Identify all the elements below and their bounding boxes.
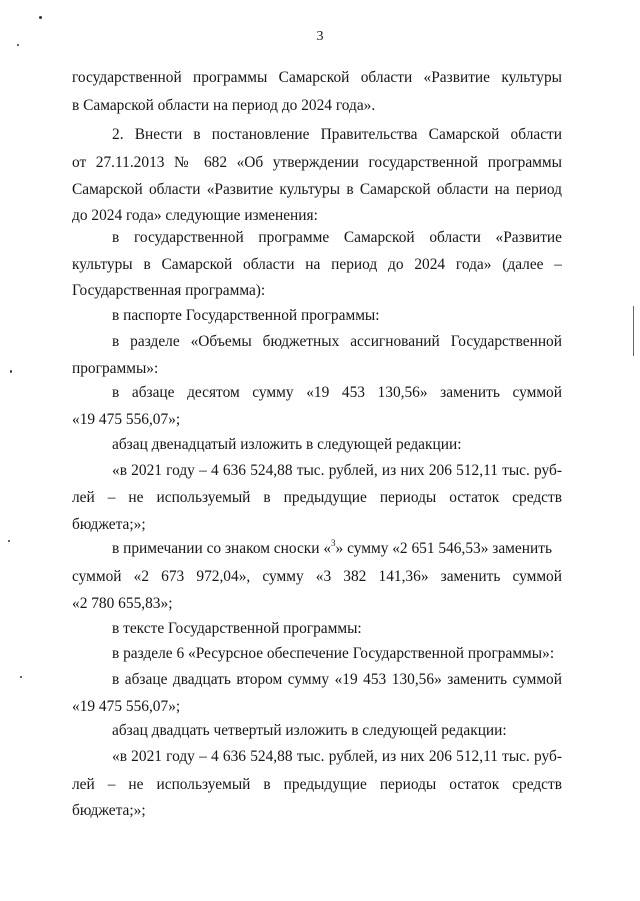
- text-line: лей – не используемый в предыдущие периоды остаток средств: [72, 489, 562, 506]
- text-fragment: в примечании со знаком сноски «: [112, 540, 332, 557]
- page-number: 3: [316, 29, 324, 44]
- text-line: в паспорте Государственной программы:: [112, 307, 380, 324]
- text-line: лей – не используемый в предыдущие периоды остаток средств: [72, 776, 562, 793]
- text-line: Государственная программа):: [72, 282, 266, 299]
- scan-speck: [17, 44, 19, 46]
- text-line: в государственной программе Самарской области «Развитие: [112, 229, 562, 246]
- text-line: «в 2021 году – 4 636 524,88 тыс. рублей, из них 206 512,11 тыс. руб-: [112, 462, 562, 479]
- text-line: в разделе «Объемы бюджетных ассигнований Государственной: [112, 333, 562, 350]
- text-line: государственной программы Самарской области «Развитие культуры: [72, 69, 562, 86]
- text-line: суммой «2 673 972,04», сумму «3 382 141,36» заменить суммой: [72, 568, 562, 585]
- text-line: в тексте Государственной программы:: [112, 620, 362, 637]
- text-line: Самарской области «Развитие культуры в Самарской области на период: [72, 181, 562, 198]
- text-line: «19 475 556,07»;: [72, 698, 181, 715]
- scan-speck: [39, 16, 42, 19]
- text-line: до 2024 года» следующие изменения:: [72, 207, 318, 224]
- text-line: в Самарской области на период до 2024 года».: [72, 97, 376, 114]
- scan-speck: [10, 370, 12, 373]
- text-line: в разделе 6 «Ресурсное обеспечение Государственной программы»:: [112, 645, 555, 662]
- scan-speck: [8, 540, 10, 542]
- scan-edge-mark: [633, 306, 634, 356]
- text-line: в абзаце двадцать втором сумму «19 453 130,56» заменить суммой: [112, 671, 562, 688]
- text-line: «в 2021 году – 4 636 524,88 тыс. рублей, из них 206 512,11 тыс. руб-: [112, 748, 562, 765]
- text-line: абзац двенадцатый изложить в следующей редакции:: [112, 436, 462, 453]
- footnote-mark: 3: [331, 537, 336, 548]
- scan-speck: [20, 676, 22, 678]
- text-line: в абзаце десятом сумму «19 453 130,56» заменить суммой: [112, 384, 562, 401]
- text-line: бюджета;»;: [72, 802, 146, 819]
- text-line: «19 475 556,07»;: [72, 411, 181, 428]
- text-line: 2. Внести в постановление Правительства Самарской области: [112, 126, 562, 143]
- text-fragment: » сумму «2 651 546,53» заменить: [335, 540, 552, 557]
- text-line: от 27.11.2013 № 682 «Об утверждении государственной программы: [72, 154, 562, 171]
- text-line: «2 780 655,83»;: [72, 595, 173, 612]
- text-line: программы»:: [72, 360, 159, 377]
- text-line: культуры в Самарской области на период до 2024 года» (далее –: [72, 256, 562, 273]
- text-line: бюджета;»;: [72, 516, 146, 533]
- footnote-amendment-line: [112, 539, 562, 559]
- text-line: абзац двадцать четвертый изложить в следующей редакции:: [112, 722, 507, 739]
